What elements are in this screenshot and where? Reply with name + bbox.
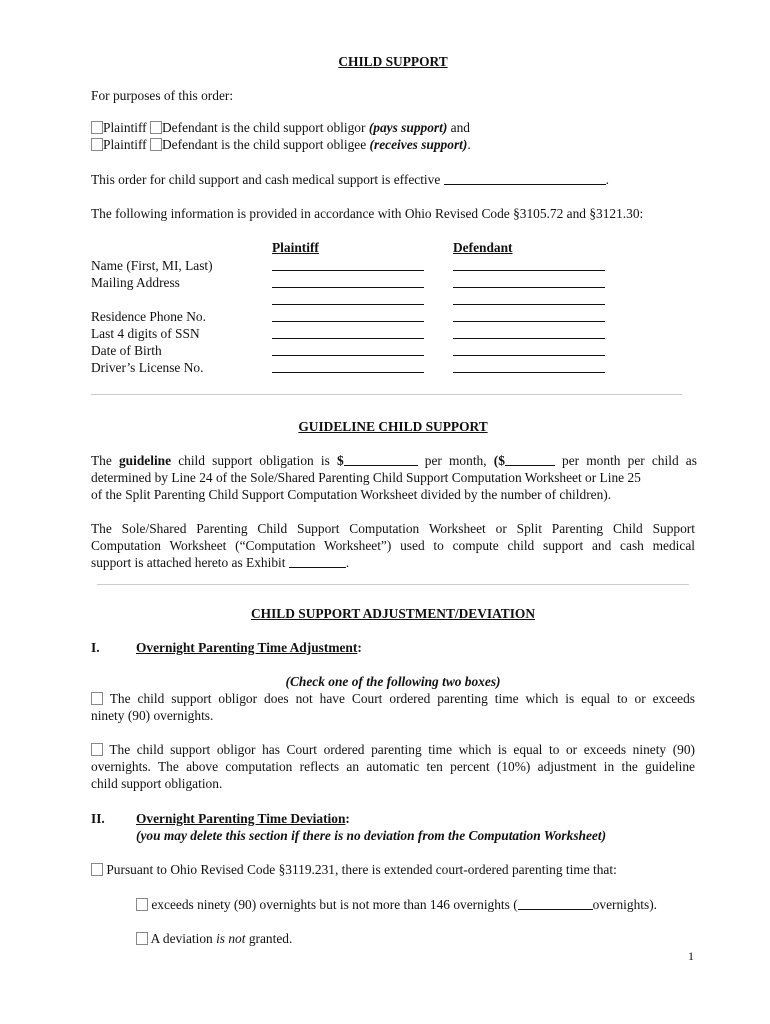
guideline-heading: GUIDELINE CHILD SUPPORT xyxy=(298,419,488,434)
section-divider xyxy=(91,394,682,395)
text: The child support obligor has Court ordered parenting time which is equal to or exceeds ninety (90) xyxy=(109,742,696,757)
text: per month, xyxy=(424,453,487,468)
plaintiff-label: Plaintiff xyxy=(103,120,147,135)
plaintiff-obligee-checkbox[interactable] xyxy=(91,138,103,151)
plaintiff-label: Plaintiff xyxy=(103,137,147,152)
section-1-title-text: Overnight Parenting Time Adjustment xyxy=(136,640,358,655)
option-1-checkbox[interactable] xyxy=(91,692,103,705)
check-one-instruction: (Check one of the following two boxes) xyxy=(285,674,501,689)
overnights-blank[interactable] xyxy=(518,896,593,910)
dollar-sign: $ xyxy=(336,453,344,468)
obligor-row xyxy=(91,119,470,136)
guideline-line-2: determined by Line 24 of the Sole/Shared Parenting Child Support Computation Worksheet or Line 25 xyxy=(91,470,641,485)
name-label: Name (First, MI, Last) xyxy=(91,258,213,273)
text: overnights). xyxy=(592,897,658,912)
license-label: Driver’s License No. xyxy=(91,360,204,375)
option-1-line-1 xyxy=(91,690,695,707)
section-divider xyxy=(97,584,689,585)
exceeds-row xyxy=(136,896,657,913)
exceeds-checkbox[interactable] xyxy=(136,898,148,911)
deviation-row xyxy=(136,930,292,947)
and-text: and xyxy=(450,120,471,135)
deviation-checkbox[interactable] xyxy=(136,932,148,945)
section-1-number: I. xyxy=(91,640,100,655)
plaintiff-obligor-checkbox[interactable] xyxy=(91,121,103,134)
adjustment-heading: CHILD SUPPORT ADJUSTMENT/DEVIATION xyxy=(251,606,535,621)
text: A deviation xyxy=(150,931,213,946)
defendant-obligor-checkbox[interactable] xyxy=(150,121,162,134)
worksheet-line-1: The Sole/Shared Parenting Child Support Computation Worksheet or Split Parenting Child Support xyxy=(91,521,695,536)
colon: : xyxy=(357,640,362,655)
defendant-obligee-text: Defendant is the child support obligee xyxy=(162,137,367,152)
text: granted. xyxy=(248,931,293,946)
plaintiff-column-header: Plaintiff xyxy=(272,240,319,255)
dollar-sign: ($ xyxy=(493,453,505,468)
option-2-line-1 xyxy=(91,741,695,758)
purposes-text: For purposes of this order: xyxy=(91,88,234,103)
plaintiff-ssn-line[interactable] xyxy=(272,338,424,339)
ssn-label: Last 4 digits of SSN xyxy=(91,326,200,341)
period: . xyxy=(605,172,610,187)
text: The xyxy=(91,453,112,468)
effective-row xyxy=(91,171,609,188)
document-title: CHILD SUPPORT xyxy=(338,54,448,69)
period: . xyxy=(467,137,471,152)
text: Pursuant to Ohio Revised Code §3119.231, there is extended court-ordered parenting time that: xyxy=(106,862,617,877)
worksheet-line-3 xyxy=(91,554,349,571)
text: exceeds ninety (90) overnights but is not more than 146 overnights ( xyxy=(151,897,518,912)
exhibit-blank[interactable] xyxy=(289,554,346,568)
defendant-ssn-line[interactable] xyxy=(453,338,605,339)
section-2-note: (you may delete this section if there is no deviation from the Computation Worksheet) xyxy=(136,828,607,843)
info-intro-text: The following information is provided in accordance with Ohio Revised Code §3105.72 and §3121.30: xyxy=(91,206,644,221)
defendant-column-header: Defendant xyxy=(453,240,513,255)
pays-support-text: (pays support) xyxy=(368,120,448,135)
option-2-line-2: overnights. The above computation reflects an automatic ten percent (10%) adjustment in the guideline xyxy=(91,759,695,774)
period: . xyxy=(345,555,350,570)
defendant-dob-line[interactable] xyxy=(453,355,605,356)
plaintiff-address-line-1[interactable] xyxy=(272,287,424,288)
option-2-checkbox[interactable] xyxy=(91,743,103,756)
section-2-title xyxy=(136,810,350,827)
monthly-amount-blank[interactable] xyxy=(344,452,418,466)
worksheet-line-2: Computation Worksheet (“Computation Worksheet”) used to compute child support and cash medical xyxy=(91,538,695,553)
defendant-obligor-text: Defendant is the child support obligor xyxy=(162,120,366,135)
address-label: Mailing Address xyxy=(91,275,180,290)
guideline-bold-text: guideline xyxy=(118,453,172,468)
text: child support obligation is xyxy=(178,453,330,468)
plaintiff-license-line[interactable] xyxy=(272,372,424,373)
plaintiff-phone-line[interactable] xyxy=(272,321,424,322)
section-2-title-text: Overnight Parenting Time Deviation xyxy=(136,811,346,826)
defendant-address-line-2[interactable] xyxy=(453,304,605,305)
option-1-line-2: ninety (90) overnights. xyxy=(91,708,214,723)
text: support is attached hereto as Exhibit xyxy=(91,555,286,570)
guideline-line-3: of the Split Parenting Child Support Computation Worksheet divided by the number of children). xyxy=(91,487,612,502)
page-number: 1 xyxy=(688,949,694,963)
defendant-phone-line[interactable] xyxy=(453,321,605,322)
defendant-address-line-1[interactable] xyxy=(453,287,605,288)
section-1-title xyxy=(136,639,362,656)
per-child-amount-blank[interactable] xyxy=(505,452,555,466)
plaintiff-name-line[interactable] xyxy=(272,270,424,271)
is-not-text: is not xyxy=(216,931,246,946)
receives-support-text: (receives support) xyxy=(369,137,468,152)
obligee-row xyxy=(91,136,471,153)
pursuant-checkbox[interactable] xyxy=(91,863,103,876)
defendant-obligee-checkbox[interactable] xyxy=(150,138,162,151)
plaintiff-dob-line[interactable] xyxy=(272,355,424,356)
text: per month per child as xyxy=(562,453,697,468)
pursuant-row xyxy=(91,861,617,878)
phone-label: Residence Phone No. xyxy=(91,309,206,324)
colon: : xyxy=(345,811,350,826)
section-2-number: II. xyxy=(91,811,105,826)
guideline-line-1 xyxy=(91,452,697,469)
option-2-line-3: child support obligation. xyxy=(91,776,223,791)
effective-text: This order for child support and cash medical support is effective xyxy=(91,172,441,187)
defendant-name-line[interactable] xyxy=(453,270,605,271)
dob-label: Date of Birth xyxy=(91,343,162,358)
defendant-license-line[interactable] xyxy=(453,372,605,373)
plaintiff-address-line-2[interactable] xyxy=(272,304,424,305)
effective-date-blank[interactable] xyxy=(444,171,606,185)
text: The child support obligor does not have Court ordered parenting time which is equal to or exceeds xyxy=(109,691,695,706)
